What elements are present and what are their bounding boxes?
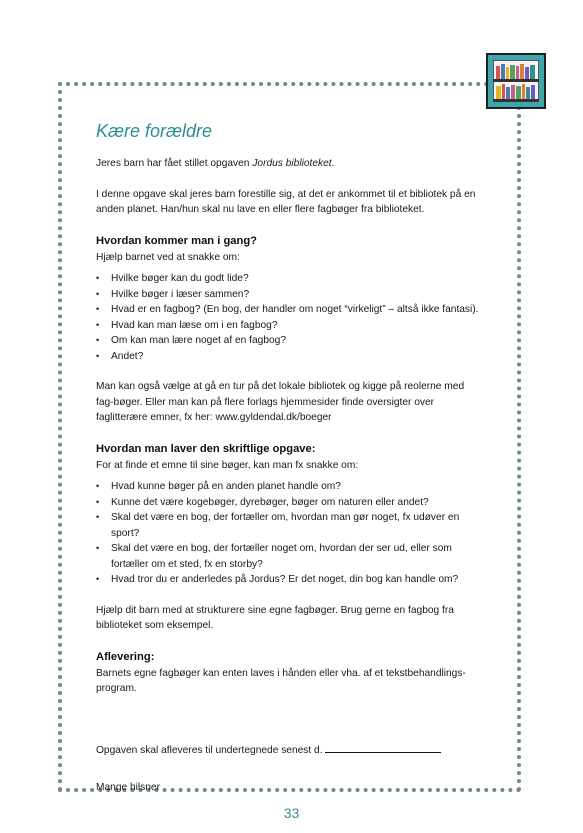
- list-item: • Hvad er en fagbog? (En bog, der handler om noget “virkeligt” – altså ikke fantasi).: [96, 302, 481, 318]
- intro-lead: Jeres barn har fået stillet opgaven: [96, 158, 253, 169]
- list-item: • Om kan man lære noget af en fagbog?: [96, 333, 481, 349]
- section-written-task-lead: For at finde et emne til sine bøger, kan man fx snakke om:: [96, 459, 359, 471]
- list-item: • Hvilke bøger kan du godt lide?: [96, 271, 481, 287]
- written-task-list: [96, 479, 481, 588]
- delivery-paragraph: Barnets egne fagbøger kan enten laves i hånden eller vha. af et tekstbehandlings-program.: [96, 667, 466, 694]
- intro-paragraph: [96, 156, 481, 172]
- deadline-text: Opgaven skal afleveres til undertegnede senest d.: [96, 744, 323, 756]
- list-item: • Skal det være en bog, der fortæller om, hvordan man gør noget, fx udøver en sport?: [96, 510, 481, 541]
- structure-help-paragraph: Hjælp dit barn med at strukturere sine egne fagbøger. Brug gerne en fagbog fra biblioteket som eksempel.: [96, 604, 454, 631]
- assignment-description: I denne opgave skal jeres barn forestille sig, at det er ankommet til et bibliotek på en anden planet. Han/hun skal nu lave en eller flere fagbøger fra biblioteket.: [96, 188, 476, 215]
- assignment-title: Jordus biblioteket: [252, 158, 332, 169]
- library-visit-paragraph: Man kan også vælge at gå en tur på det lokale bibliotek og kigge på reolerne med fag-bøger. Eller man kan på flere forlags hjemmesider finde oversigter over faglitterære emner, fx her: www.gyldendal.dk/boeger: [96, 381, 465, 423]
- list-item: • Andet?: [96, 349, 481, 365]
- list-item: • Hvad tror du er anderledes på Jordus? Er det noget, din bog kan handle om?: [96, 572, 481, 588]
- letter-heading: Kære forældre: [96, 121, 213, 141]
- list-item: • Skal det være en bog, der fortæller noget om, hvordan der ser ud, eller som fortæller om et sted, fx en storby?: [96, 541, 481, 572]
- letter-body: [96, 120, 481, 796]
- list-item: • Kunne det være kogebøger, dyrebøger, bøger om naturen eller andet?: [96, 495, 481, 511]
- section-delivery-title: Aflevering:: [96, 650, 155, 663]
- section-getting-started-lead: Hjælp barnet ved at snakke om:: [96, 251, 240, 263]
- list-item: • Hvad kan man læse om i en fagbog?: [96, 318, 481, 334]
- closing-greeting: Mange hilsner: [96, 782, 160, 793]
- list-item: • Hvilke bøger i læser sammen?: [96, 287, 481, 303]
- page-number: 33: [283, 805, 300, 821]
- section-written-task-title: Hvordan man laver den skriftlige opgave:: [96, 442, 316, 455]
- section-getting-started-title: Hvordan kommer man i gang?: [96, 234, 258, 247]
- deadline-line: [96, 742, 481, 759]
- intro-end: .: [331, 158, 335, 169]
- getting-started-list: [96, 271, 481, 364]
- bookshelf-icon: [486, 53, 546, 109]
- list-item: • Hvad kunne bøger på en anden planet handle om?: [96, 479, 481, 495]
- date-blank-line: [325, 742, 441, 753]
